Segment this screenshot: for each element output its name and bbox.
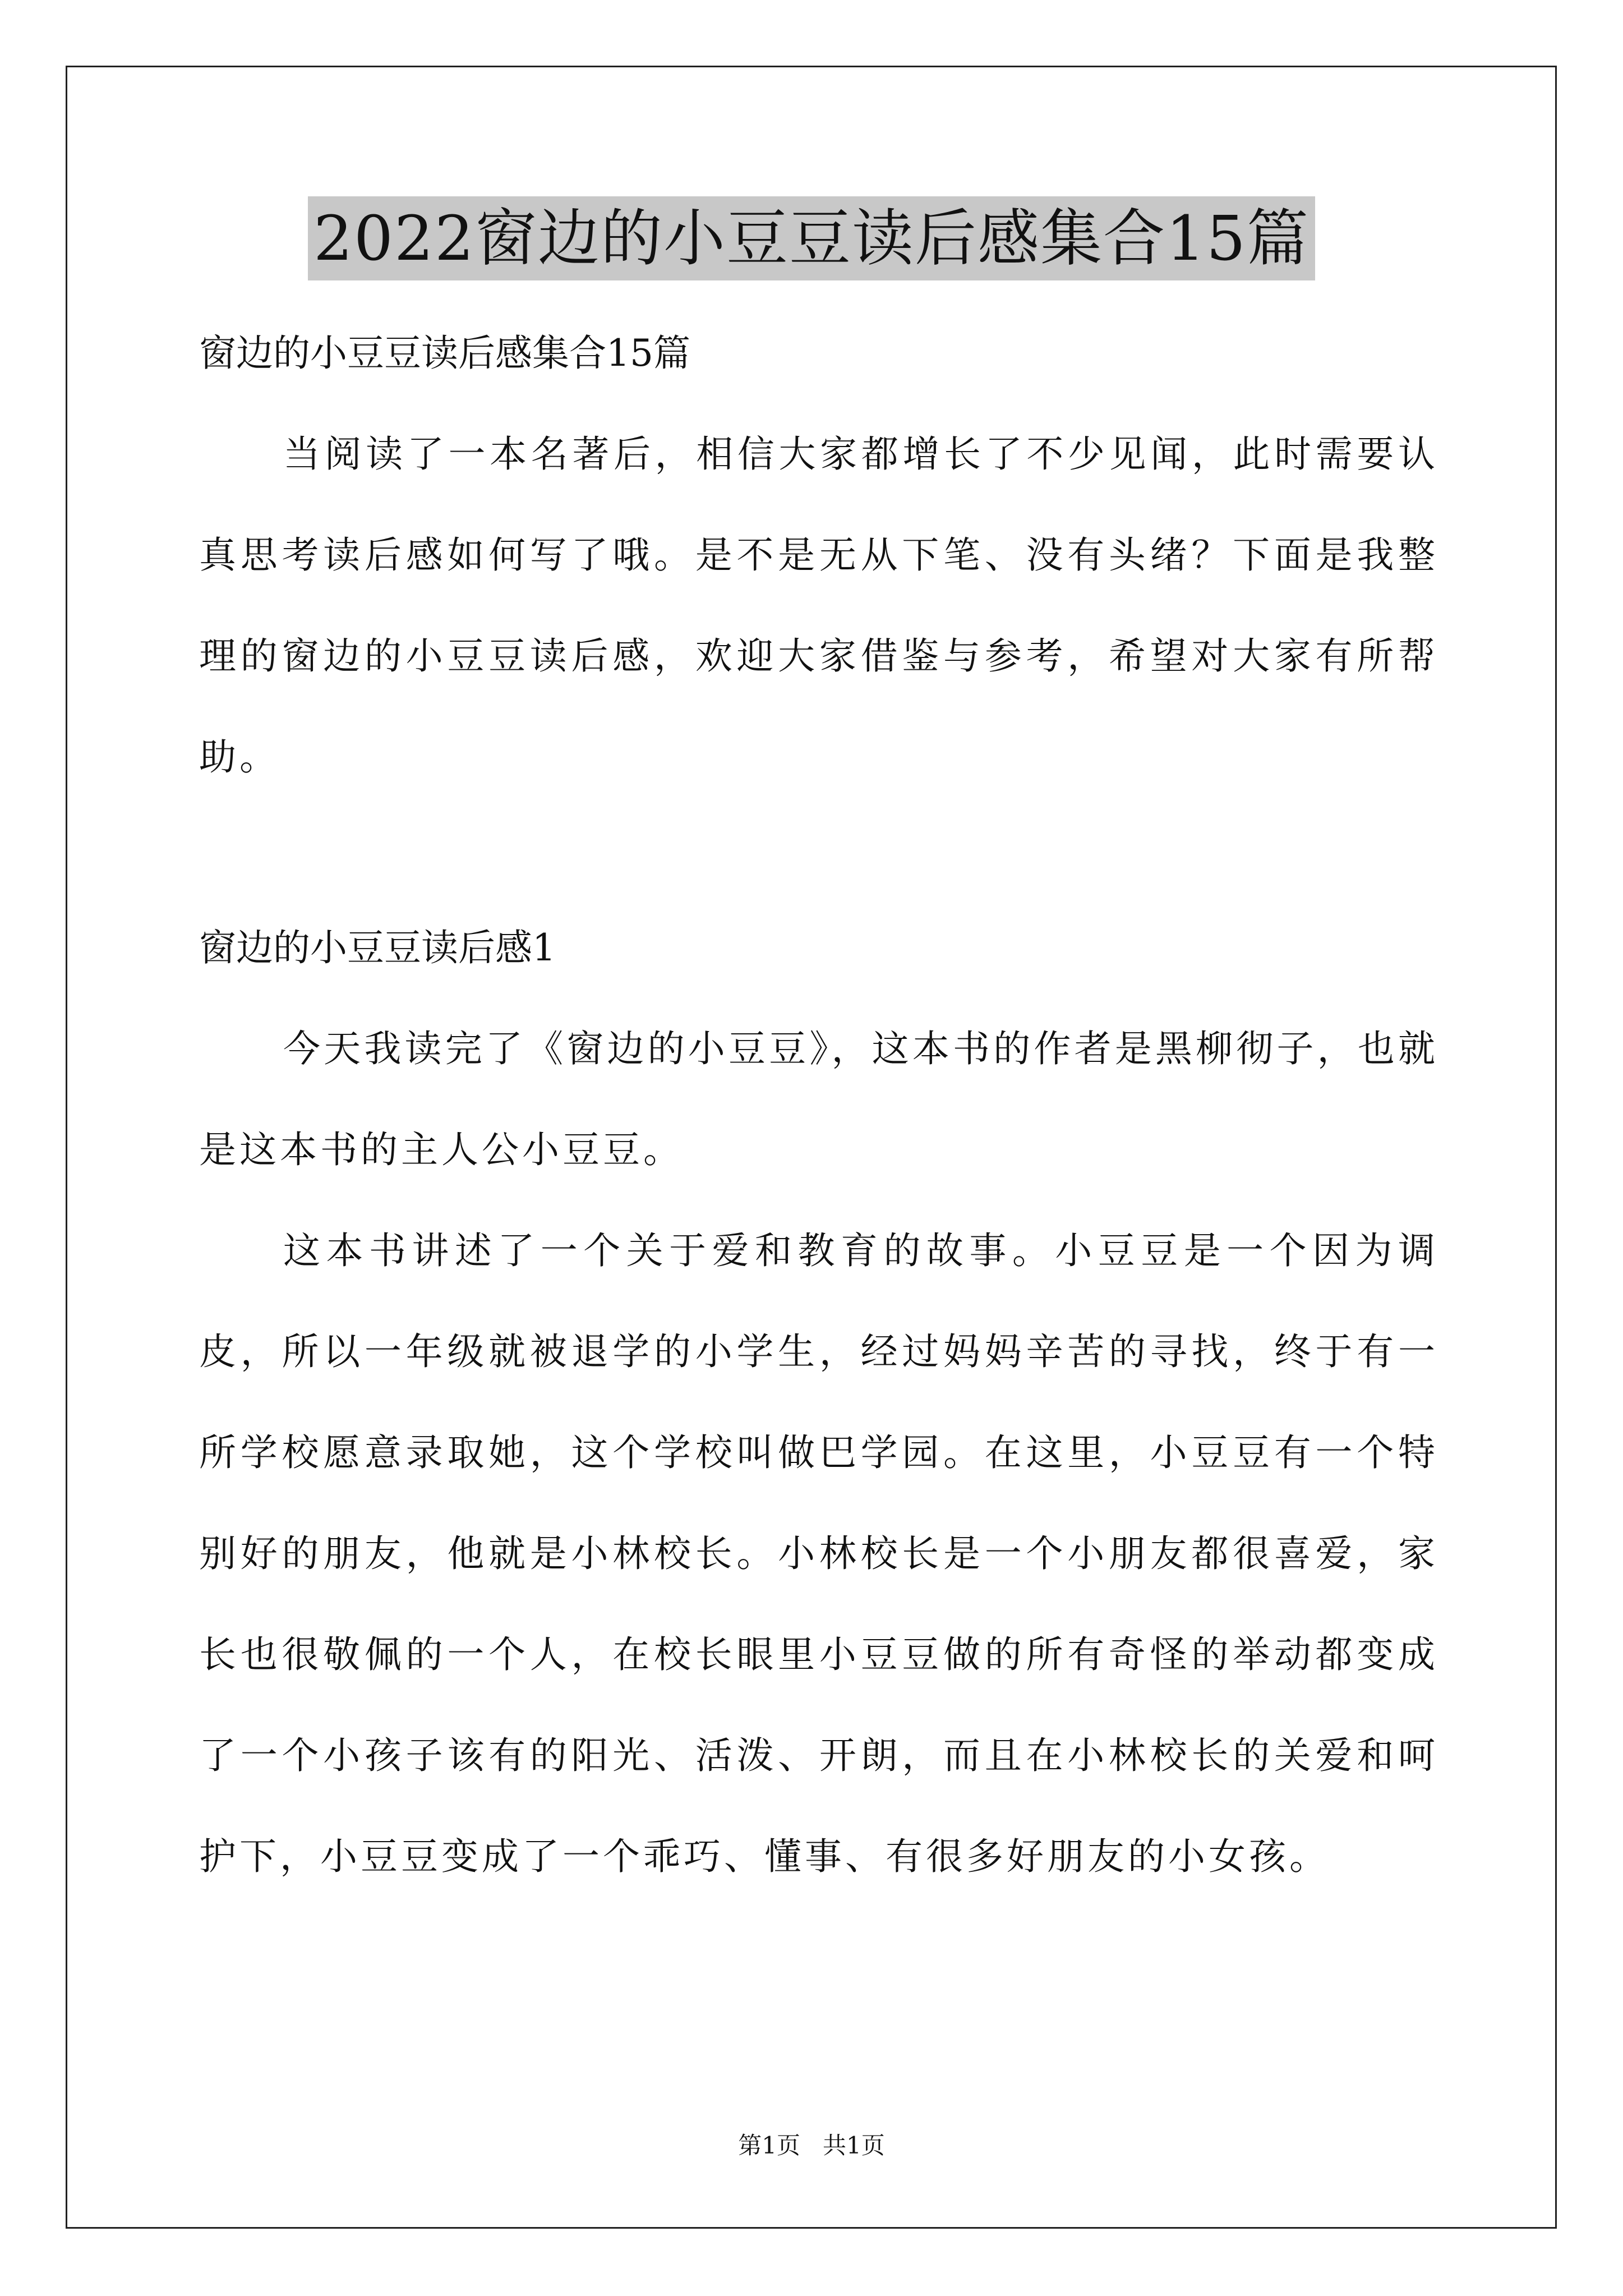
page-number: 第1页 [738,2132,800,2159]
document-body [199,303,1438,1907]
section-1-paragraph-2: 这本书讲述了一个关于爱和教育的故事。小豆豆是一个因为调皮，所以一年级就被退学的小学生，经过妈妈辛苦的寻找，终于有一所学校愿意录取她，这个学校叫做巴学园。在这里，小豆豆有一个特别好的朋友，他就是小林校长。小林校长是一个小朋友都很喜爱，家长也很敬佩的一个人，在校长眼里小豆豆做的所有奇怪的举动都变成了一个小孩子该有的阳光、活泼、开朗，而且在小林校长的关爱和呵护下，小豆豆变成了一个乖巧、懂事、有很多好朋友的小女孩。 [199,1229,1438,1878]
intro-heading: 窗边的小豆豆读后感集合15篇 [199,332,690,375]
section-spacer [199,808,1438,898]
section-1-heading: 窗边的小豆豆读后感1 [199,926,556,969]
title-area [0,196,1623,280]
page-footer [0,2129,1623,2162]
intro-paragraph: 当阅读了一本名著后，相信大家都增长了不少见闻，此时需要认真思考读后感如何写了哦。是不是无从下笔、没有头绪？下面是我整理的窗边的小豆豆读后感，欢迎大家借鉴与参考，希望对大家有所帮助。 [199,432,1438,779]
section-1-paragraph-1: 今天我读完了《窗边的小豆豆》，这本书的作者是黑柳彻子，也就是这本书的主人公小豆豆。 [199,1027,1438,1171]
page-total: 共1页 [823,2132,885,2159]
document-title: 2022窗边的小豆豆读后感集合15篇 [308,196,1315,280]
